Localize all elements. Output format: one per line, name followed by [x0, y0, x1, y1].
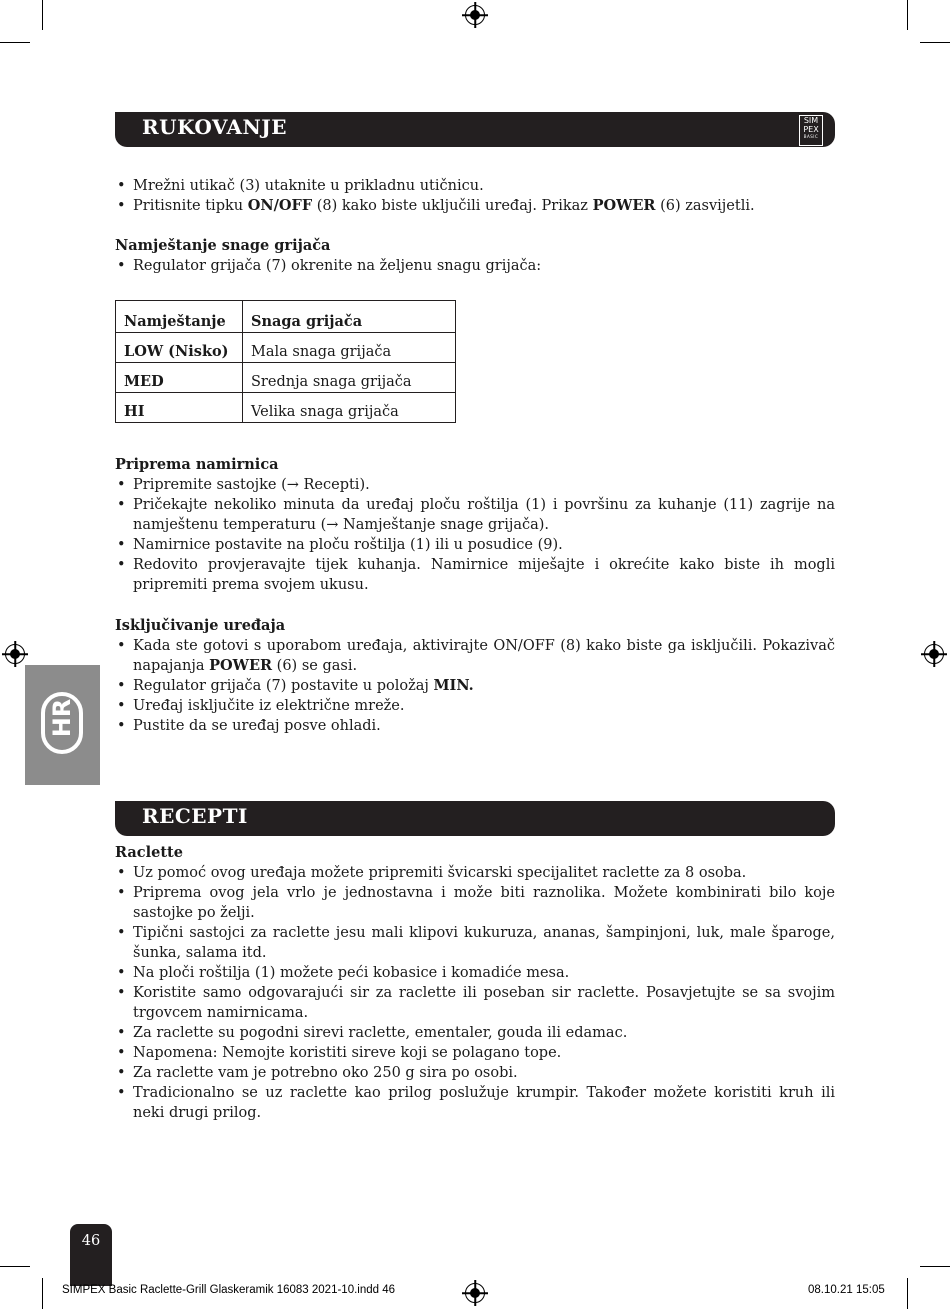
- list-item: • Tradicionalno se uz raclette kao prilog poslužuje krumpir. Također možete koristiti kruh ili neki drugi prilog.: [115, 1083, 835, 1123]
- list-item: [115, 716, 835, 736]
- text: Pritisnite tipku: [133, 198, 248, 214]
- text: (8) kako biste uključili uređaj. Prikaz: [312, 198, 593, 214]
- table-header: Namještanje: [116, 301, 243, 333]
- list-item: • Napomena: Nemojte koristiti sireve koji se polagano tope.: [115, 1043, 835, 1063]
- off-block: [115, 616, 835, 736]
- list-item: [115, 696, 835, 716]
- power-block: [115, 236, 835, 276]
- list-item: [115, 176, 835, 196]
- slug-date: 08.10.21 15:05: [808, 1284, 885, 1296]
- list-item: • Redovito provjeravajte tijek kuhanja. Namirnice miješajte i okrećite kako biste ih mogli pripremiti prema svojem ukusu.: [115, 555, 835, 595]
- table-header-row: [116, 301, 456, 333]
- list-item: • Pripremite sastojke (→ Recepti).: [115, 475, 835, 495]
- table-header: Snaga grijača: [243, 301, 456, 333]
- list-item: • Uz pomoć ovog uređaja možete pripremiti švicarski specijalitet raclette za 8 osoba.: [115, 863, 835, 883]
- table-cell: Velika snaga grijača: [243, 393, 456, 423]
- text: (6) se gasi.: [272, 658, 358, 674]
- registration-mark-icon: [5, 644, 25, 664]
- table-cell: Mala snaga grijača: [243, 333, 456, 363]
- crop-mark: [0, 42, 30, 43]
- crop-mark: [920, 1266, 950, 1267]
- list-item: [115, 636, 835, 676]
- text-bold: POWER: [209, 657, 273, 674]
- text-bold: MIN.: [433, 677, 474, 694]
- crop-mark: [920, 42, 950, 43]
- list-item: • Pričekajte nekoliko minuta da uređaj ploču roštilja (1) i površinu za kuhanje (11) zagrije na namještenu temperaturu (→ Namještanje snage grijača).: [115, 495, 835, 535]
- subheading: Raclette: [115, 844, 183, 861]
- simpex-logo: [799, 115, 823, 146]
- registration-mark-icon: [465, 1283, 485, 1303]
- list-item: • Na ploči roštilja (1) možete peći kobasice i komadiće mesa.: [115, 963, 835, 983]
- subheading: Priprema namirnica: [115, 456, 279, 473]
- crop-mark: [42, 0, 43, 30]
- raclette-block: [115, 843, 835, 1123]
- language-tab-label: HR: [48, 698, 76, 738]
- section-title: RECEPTI: [142, 804, 248, 828]
- table-row: [116, 363, 456, 393]
- list-item: • Regulator grijača (7) okrenite na željenu snagu grijača:: [115, 256, 835, 276]
- subheading: Isključivanje uređaja: [115, 617, 286, 634]
- table-cell: MED: [116, 363, 243, 393]
- text: Kada ste gotovi s uporabom uređaja, aktivirajte ON/OFF (8) kako biste ga isključili. Pokazivač napajanja: [133, 638, 835, 674]
- table-row: [116, 393, 456, 423]
- logo-line: SIM: [803, 116, 819, 125]
- list-item: • Koristite samo odgovarajući sir za raclette ili poseban sir raclette. Posavjetujte se sa svojim trgovcem namirnicama.: [115, 983, 835, 1023]
- table-row: [116, 333, 456, 363]
- registration-mark-icon: [465, 5, 485, 25]
- section-banner-rukovanje: [115, 112, 835, 147]
- table-cell: HI: [116, 393, 243, 423]
- text: (6) zasvijetli.: [655, 198, 755, 214]
- section-banner-recepti: [115, 801, 835, 836]
- subheading: Namještanje snage grijača: [115, 237, 331, 254]
- crop-mark: [0, 1266, 30, 1267]
- text-bold: ON/OFF: [247, 197, 313, 214]
- table-cell: Srednja snaga grijača: [243, 363, 456, 393]
- text: Uređaj isključite iz električne mreže.: [133, 698, 405, 714]
- list-item: • Namirnice postavite na ploču roštilja (1) ili u posudice (9).: [115, 535, 835, 555]
- list-item: • Priprema ovog jela vrlo je jednostavna i može biti raznolika. Možete kombinirati bilo koje sastojke po želji.: [115, 883, 835, 923]
- page-number: 46: [70, 1224, 112, 1286]
- language-tab: [25, 665, 100, 785]
- crop-mark: [907, 1278, 908, 1309]
- section-title: RUKOVANJE: [142, 115, 287, 139]
- list-item: • Za raclette vam je potrebno oko 250 g sira po osobi.: [115, 1063, 835, 1083]
- prep-block: [115, 455, 835, 595]
- table-cell: LOW (Nisko): [116, 333, 243, 363]
- list-item: [115, 196, 835, 216]
- text: Pustite da se uređaj posve ohladi.: [133, 718, 381, 734]
- power-table: [115, 300, 456, 423]
- intro-block: [115, 176, 835, 216]
- logo-line: PEX: [803, 125, 819, 134]
- text-bold: POWER: [592, 197, 656, 214]
- crop-mark: [907, 0, 908, 30]
- text: Mrežni utikač (3) utaknite u prikladnu utičnicu.: [133, 178, 484, 194]
- list-item: • Tipični sastojci za raclette jesu mali klipovi kukuruza, ananas, šampinjoni, luk, male šparoge, šunka, salama itd.: [115, 923, 835, 963]
- list-item: • Za raclette su pogodni sirevi raclette, ementaler, gouda ili edamac.: [115, 1023, 835, 1043]
- registration-mark-icon: [924, 644, 944, 664]
- text: Regulator grijača (7) postavite u položaj: [133, 678, 434, 694]
- crop-mark: [42, 1278, 43, 1309]
- slug-filename: SIMPEX Basic Raclette-Grill Glaskeramik 16083 2021-10.indd 46: [62, 1284, 396, 1296]
- logo-line: BASIC: [803, 134, 819, 139]
- list-item: [115, 676, 835, 696]
